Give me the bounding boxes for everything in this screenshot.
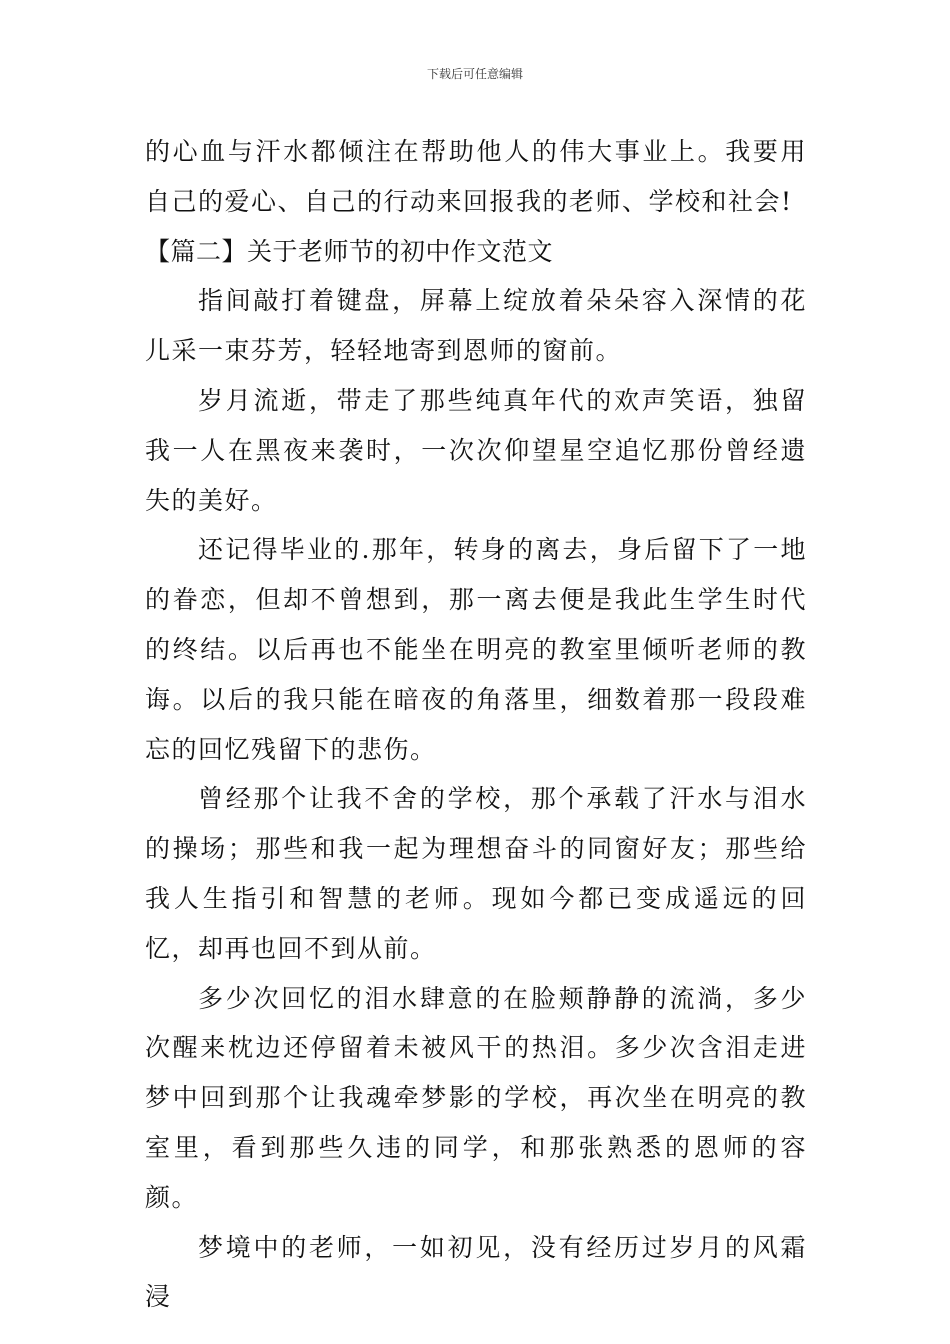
paragraph-2: 岁月流逝，带走了那些纯真年代的欢声笑语，独留我一人在黑夜来袭时，一次次仰望星空追忆那份曾经遗失的美好。 xyxy=(145,385,807,515)
paragraph-3: 还记得毕业的.那年，转身的离去，身后留下了一地的眷恋，但却不曾想到，那一离去便是我此生学生时代的终结。以后再也不能坐在明亮的教室里倾听老师的教诲。以后的我只能在暗夜的角落里，细数着那一段段难忘的回忆残留下的悲伤。 xyxy=(145,535,807,764)
paragraph-1: 指间敲打着键盘，屏幕上绽放着朵朵容入深情的花儿采一束芬芳，轻轻地寄到恩师的窗前。 xyxy=(145,286,807,366)
paragraph-6: 梦境中的老师，一如初见，没有经历过岁月的风霜浸 xyxy=(145,1232,807,1312)
paragraph-4: 曾经那个让我不舍的学校，那个承载了汗水与泪水的操场；那些和我一起为理想奋斗的同窗好友；那些给我人生指引和智慧的老师。现如今都已变成遥远的回忆，却再也回不到从前。 xyxy=(145,784,807,963)
continuation-paragraph: 的心血与汗水都倾注在帮助他人的伟大事业上。我要用自己的爱心、自己的行动来回报我的老师、学校和社会! xyxy=(145,137,807,216)
section-heading: 【篇二】关于老师节的初中作文范文 xyxy=(145,236,554,266)
document-body xyxy=(145,127,807,1322)
page-header: 下载后可任意编辑 xyxy=(426,67,523,81)
paragraph-5: 多少次回忆的泪水肆意的在脸颊静静的流淌，多少次醒来枕边还停留着未被风干的热泪。多少次含泪走进梦中回到那个让我魂牵梦影的学校，再次坐在明亮的教室里，看到那些久违的同学，和那张熟悉的恩师的容颜。 xyxy=(145,983,807,1212)
